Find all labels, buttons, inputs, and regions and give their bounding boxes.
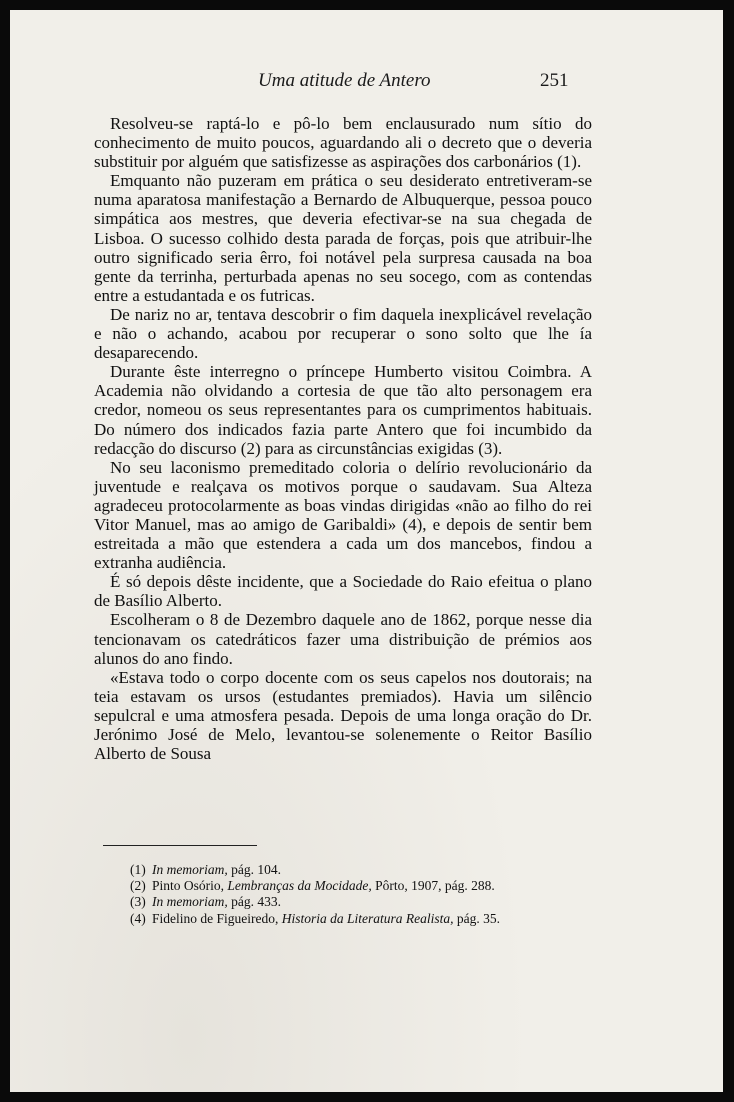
paragraph-5: No seu laconismo premeditado coloria o delírio revolucionário da juventude e realçava os motivos porque o saudavam. Sua Alteza agradeceu protocolarmente as boas vindas dirigidas «não ao filho do rei Vitor Manuel, mas ao amigo de Garibaldi» (4), e depois de sentir bem estreitada a mão que estendera a cada um dos mancebos, findou a extranha audiência. [94,457,592,573]
paragraph-7: Escolheram o 8 de Dezembro daquele ano de 1862, porque nesse dia tencionavam os catedráticos fazer uma distribuição de prémios aos alunos do ano findo. [94,610,592,668]
body-text [94,114,592,763]
footnote-author: Pinto Osório, [152,878,228,894]
footnote-4 [130,911,600,927]
footnote-work: In memoriam, [152,894,228,910]
footnotes [130,862,600,927]
footnote-details: pág. 35. [453,910,500,926]
footnote-details: pág. 433. [227,894,281,910]
footnote-rule [103,845,257,846]
footnote-details: Pôrto, 1907, pág. 288. [371,878,495,894]
footnote-number: (1) [130,862,146,877]
paragraph-4: Durante êste interregno o príncepe Humberto visitou Coimbra. A Academia não olvidando a cortesia de que tão alto personagem era credor, nomeou os seus representantes para os cumprimentos habituais. Do número dos indicados fazia parte Antero que foi incumbido da redacção do discurso (2) para as circunstâncias exigidas (3). [94,362,592,458]
footnote-number: (2) [130,878,146,894]
footnote-work: Historia da Literatura Realista, [281,910,454,926]
running-head [10,70,723,94]
paragraph-1: Resolveu-se raptá-lo e pô-lo bem enclausurado num sítio do conhecimento de muito poucos, aguardando ali o decreto que o deveria substituir por alguém que satisfizesse as aspirações dos carbonários (1). [94,114,592,172]
page-number: 251 [540,70,569,91]
running-head-title: Uma atitude de Antero [258,70,431,91]
footnote-number: (4) [130,910,146,926]
book-page [10,10,723,1092]
footnote-work: Lembranças da Mocidade, [227,878,372,894]
footnote-author: Fidelino de Figueiredo, [152,910,282,926]
footnote-work: In memoriam, [152,862,228,877]
footnote-1 [130,862,600,878]
paragraph-2: Emquanto não puzeram em prática o seu desiderato entretiveram-se numa aparatosa manifestação a Bernardo de Albuquerque, pessoa pouco simpática aos mestres, que deveria efectivar-se na sua chegada de Lisboa. O sucesso colhido desta parada de forças, pois que atribuir-lhe outro significado seria êrro, foi notável pela surpresa causada na boa gente da terrinha, perturbada apenas no seu socego, com as contendas entre a estudantada e os futricas. [94,171,592,305]
paragraph-8: «Estava todo o corpo docente com os seus capelos nos doutorais; na teia estavam os ursos (estudantes premiados). Havia um silêncio sepulcral e uma atmosfera pesada. Depois de uma longa oração do Dr. Jerónimo José de Melo, levantou-se solenemente o Reitor Basílio Alberto de Sousa [94,667,592,764]
footnote-number: (3) [130,894,146,910]
paragraph-3: De nariz no ar, tentava descobrir o fim daquela inexplicável revelação e não o achando, acabou por recuperar o sono solto que lhe ía desaparecendo. [94,304,592,363]
footnote-details: pág. 104. [227,862,281,877]
footnote-2 [130,878,600,894]
paragraph-6: É só depois dêste incidente, que a Sociedade do Raio efeitua o plano de Basílio Alberto. [94,572,592,611]
footnote-3 [130,894,600,910]
